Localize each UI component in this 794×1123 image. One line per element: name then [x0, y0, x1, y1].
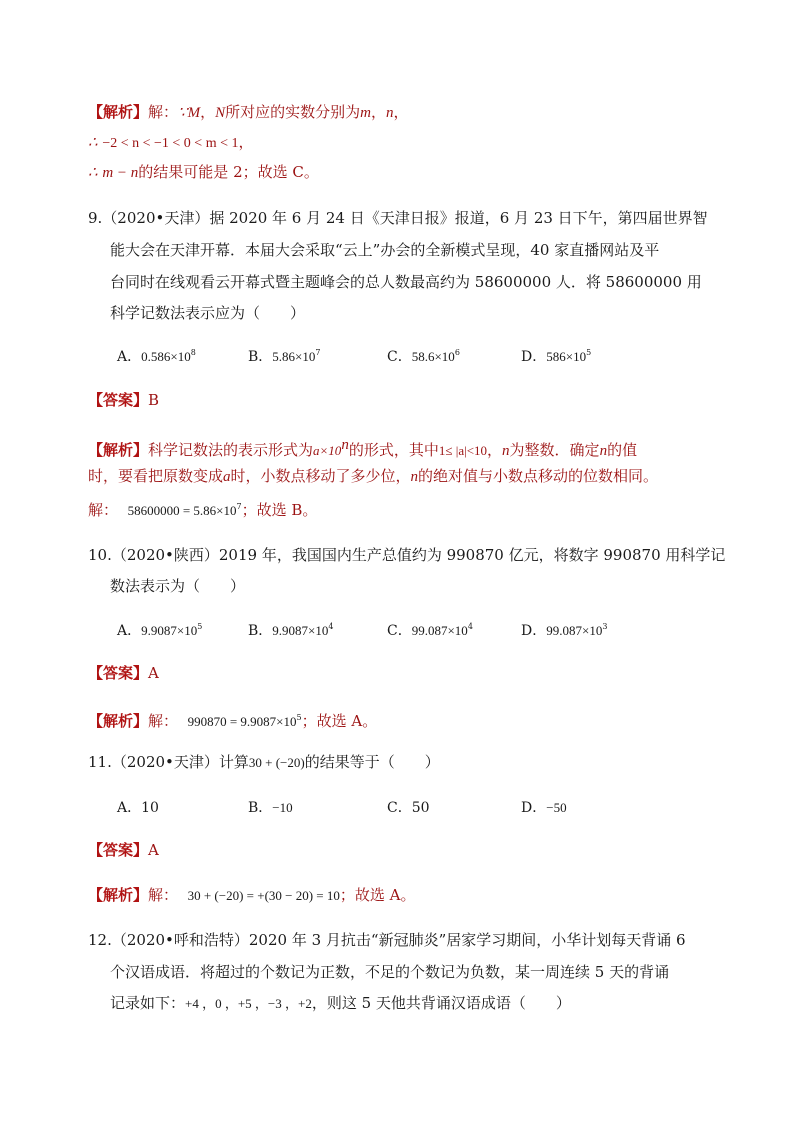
answer-tag: 【答案】 — [88, 841, 149, 859]
q12-values: +4 ，0 ，+5 ，−3 ，+2 — [185, 996, 312, 1011]
answer-tag: 【答案】 — [88, 391, 149, 409]
inequality: −2 < n < −1 < 0 < m < 1 — [102, 136, 239, 151]
q9-option-a[interactable] — [117, 346, 196, 366]
q10-stem-line1: 10.（2020•陕西）2019 年，我国国内生产总值约为 990870 亿元，将数字 990870 用科学记 — [88, 546, 726, 564]
punct: ， — [238, 133, 254, 151]
option-value: 50 — [411, 800, 430, 816]
solution-exponent: 5 — [296, 713, 302, 722]
analysis-tag: 【解析】 — [88, 886, 149, 904]
option-label: A． — [117, 800, 142, 816]
option-value: 10 — [141, 800, 159, 816]
math-var: m — [360, 105, 371, 121]
q9-stem-line1: 9.（2020•天津）据 2020 年 6 月 24 日《天津日报》报道，6 月 23 日下午，第四届世界智 — [88, 209, 708, 227]
solution-exponent: 7 — [236, 502, 242, 511]
math-var: N — [215, 105, 226, 121]
q9-solution — [88, 497, 714, 521]
option-label: B． — [248, 623, 273, 639]
q9-option-d[interactable] — [521, 346, 591, 366]
option-exponent: 5 — [586, 348, 592, 357]
q11-prefix: 11.（2020•天津）计算 — [88, 753, 249, 771]
q12-stem-line2: 个汉语成语．将超过的个数记为正数，不足的个数记为负数，某一周连续 5 天的背诵 — [110, 963, 670, 981]
q9-stem-line2: 能大会在天津开幕．本届大会采取“云上”办会的全新模式呈现，40 家直播网站及平 — [110, 241, 660, 259]
option-value: 5.86×10 — [272, 349, 316, 364]
analysis-text: 为整数．确定 — [509, 441, 600, 459]
option-label: A． — [117, 623, 142, 639]
punct: ， — [393, 103, 409, 121]
option-exponent: 8 — [190, 348, 196, 357]
option-label: C． — [387, 800, 412, 816]
q9-analysis-line1 — [88, 435, 714, 461]
option-value: 9.9087×10 — [141, 623, 198, 638]
solution-prefix: 解： — [148, 712, 179, 730]
math-expression: m − n — [102, 165, 139, 181]
option-label: D． — [521, 623, 547, 639]
option-exponent: 5 — [197, 622, 203, 631]
solution-equation: 58600000 = 5.86×10 — [127, 503, 237, 518]
punct: ， — [370, 103, 386, 121]
q8-analysis-line3 — [88, 162, 714, 183]
solution-prefix: 解： — [88, 501, 119, 519]
answer-value: A — [148, 664, 159, 682]
option-label: B． — [248, 800, 273, 816]
math-var: n — [410, 469, 419, 485]
q11-expression: 30 + (−20) — [248, 755, 305, 770]
q12-stem-line3 — [88, 993, 714, 1014]
solution-end: ；故选 A。 — [301, 712, 378, 730]
q9-stem-line3: 台同时在线观看云开幕式暨主题峰会的总人数最高约为 58600000 人．将 58600000 用 — [110, 273, 702, 291]
option-label: C． — [387, 623, 412, 639]
formula-exponent: n — [341, 437, 349, 453]
analysis-tag: 【解析】 — [88, 441, 149, 459]
q9-answer — [88, 390, 714, 410]
q11-option-c[interactable] — [387, 797, 430, 817]
solution-equation: 30 + (−20) = +(30 − 20) = 10 — [187, 888, 340, 903]
option-exponent: 3 — [602, 622, 608, 631]
option-exponent: 4 — [467, 622, 473, 631]
analysis-text: 的绝对值与小数点移动的位数相同。 — [418, 467, 659, 485]
answer-value: B — [148, 391, 160, 409]
q9-option-c[interactable] — [387, 346, 460, 366]
q12-stem-line1: 12.（2020•呼和浩特）2020 年 3 月抗击“新冠肺炎”居家学习期间，小华计划每天背诵 6 — [88, 931, 686, 949]
q10-answer — [88, 663, 714, 683]
analysis-text: 的形式，其中 — [348, 441, 439, 459]
option-value: 9.9087×10 — [272, 623, 329, 638]
analysis-text: 的结果可能是 2；故选 C。 — [138, 163, 319, 181]
option-value: 0.586×10 — [141, 349, 191, 364]
because-symbol: ∵ — [178, 105, 188, 121]
option-label: C． — [387, 349, 412, 365]
analysis-text: 时，要看把原数变成 — [88, 467, 224, 485]
option-label: A． — [117, 349, 142, 365]
q10-option-b[interactable] — [248, 620, 333, 640]
q10-analysis — [88, 708, 714, 732]
math-var: n — [599, 443, 608, 459]
q10-stem-line2: 数法表示为（ ） — [110, 577, 246, 595]
math-var: M — [187, 105, 201, 121]
solution-end: ；故选 A。 — [339, 886, 416, 904]
q8-analysis-line1 — [88, 102, 714, 123]
option-label: B． — [248, 349, 273, 365]
analysis-tag: 【解析】 — [88, 103, 149, 121]
therefore-symbol: ∴ — [88, 135, 98, 151]
option-value: −50 — [546, 800, 567, 815]
q11-analysis — [88, 885, 714, 906]
math-var: n — [502, 443, 510, 459]
punct: ， — [487, 441, 503, 459]
solution-prefix: 解： — [148, 886, 179, 904]
solution-end: ；故选 B。 — [241, 501, 318, 519]
option-exponent: 7 — [315, 348, 321, 357]
analysis-text: 解： — [148, 103, 179, 121]
answer-tag: 【答案】 — [88, 664, 149, 682]
analysis-text: 所对应的实数分别为 — [225, 103, 361, 121]
q10-option-c[interactable] — [387, 620, 473, 640]
analysis-text: 的值 — [607, 441, 638, 459]
q11-answer — [88, 840, 714, 860]
q9-analysis-line2 — [88, 466, 714, 487]
q10-option-a[interactable] — [117, 620, 202, 640]
formula: a×10 — [313, 443, 342, 458]
therefore-symbol: ∴ — [88, 165, 98, 181]
q12-text: ，则这 5 天他共背诵汉语成语（ ） — [311, 994, 571, 1012]
option-exponent: 4 — [328, 622, 334, 631]
q9-option-b[interactable] — [248, 346, 320, 366]
math-var: n — [385, 105, 394, 121]
q12-text: 记录如下： — [110, 994, 186, 1012]
option-value: 99.087×10 — [546, 623, 603, 638]
math-var: a — [223, 469, 231, 485]
option-label: D． — [521, 349, 547, 365]
option-value: 58.6×10 — [411, 349, 455, 364]
option-exponent: 6 — [454, 348, 460, 357]
analysis-text: 科学记数法的表示形式为 — [148, 441, 314, 459]
q8-analysis-line2 — [88, 132, 714, 154]
q10-option-d[interactable] — [521, 620, 607, 640]
analysis-tag: 【解析】 — [88, 712, 149, 730]
answer-value: A — [148, 841, 159, 859]
q9-stem-line4: 科学记数法表示应为（ ） — [110, 304, 306, 322]
option-value: 586×10 — [546, 349, 587, 364]
q11-stem — [88, 752, 714, 773]
option-value: 99.087×10 — [411, 623, 468, 638]
solution-equation: 990870 = 9.9087×10 — [187, 714, 297, 729]
q11-suffix: 的结果等于（ ） — [304, 753, 440, 771]
q11-option-a[interactable] — [117, 797, 159, 817]
analysis-text: 时，小数点移动了多少位， — [230, 467, 411, 485]
option-value: −10 — [272, 800, 293, 815]
q11-option-b[interactable] — [248, 797, 293, 817]
punct: ， — [200, 103, 216, 121]
q11-option-d[interactable] — [521, 797, 567, 817]
condition: 1≤ |a|<10 — [438, 443, 488, 458]
option-label: D． — [521, 800, 547, 816]
